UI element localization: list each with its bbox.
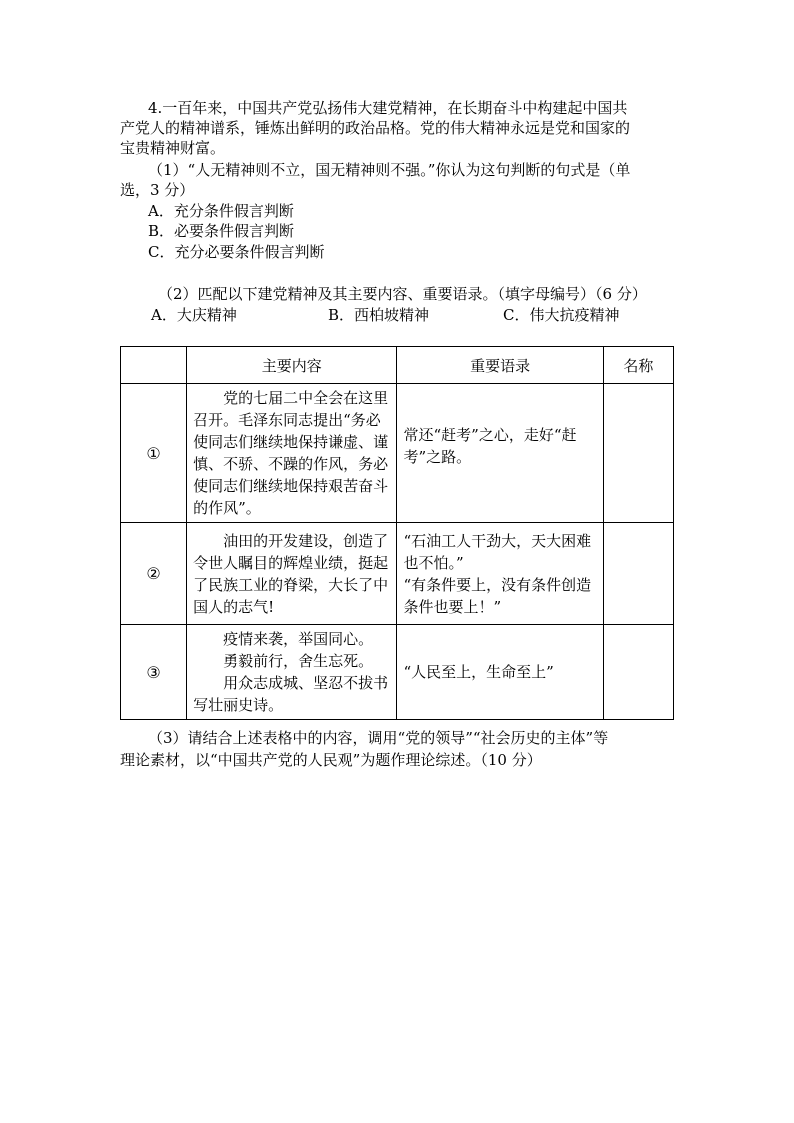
spirit-matching-table xyxy=(120,346,674,720)
part2-option-b: B．西柏坡精神 xyxy=(328,306,430,324)
content-text: 勇毅前行，舍生忘死。 xyxy=(223,652,374,670)
row-name-answer-cell[interactable] xyxy=(603,384,673,523)
row-key-quotes xyxy=(397,384,603,523)
part2-option-c: C．伟大抗疫精神 xyxy=(503,306,620,324)
question-intro-line-3: 宝贵精神财富。 xyxy=(120,139,226,157)
part2-option-a: A．大庆精神 xyxy=(151,306,237,324)
quote-text: 常还“赶考”之心，走好“赶考”之路。 xyxy=(403,426,577,466)
part1-prompt-line-1: （1）“人无精神则不立，国无精神则不强。”你认为这句判断的句式是（单 xyxy=(148,161,631,179)
quote-text: “有条件要上，没有条件创造条件也要上！” xyxy=(403,575,592,616)
part2-prompt: （2）匹配以下建党精神及其主要内容、重要语录。（填字母编号）（6 分） xyxy=(158,285,647,303)
content-text: 用众志成城、坚忍不拔书写壮丽史诗。 xyxy=(193,674,389,714)
content-text: 党的七届二中全会在这里召开。毛泽东同志提出“务必使同志们继续地保持谦虚、谨慎、不骄、不躁的作风，务必使同志们继续地保持艰苦奋斗的作风”。 xyxy=(193,389,389,517)
part3-prompt-line-2: 理论素材，以“中国共产党的人民观”为题作理论综述。（10 分） xyxy=(120,751,542,769)
row-name-answer-cell[interactable] xyxy=(603,523,673,625)
row-key-quotes xyxy=(397,523,603,625)
quote-text: “人民至上，生命至上” xyxy=(403,663,554,681)
header-name: 名称 xyxy=(603,347,673,384)
part1-prompt-line-2: 选，3 分） xyxy=(120,181,195,199)
row-name-answer-cell[interactable] xyxy=(603,625,673,720)
row-number: ② xyxy=(121,523,187,625)
row-number: ③ xyxy=(121,625,187,720)
part1-option-c: C．充分必要条件假言判断 xyxy=(148,243,325,261)
header-main-content: 主要内容 xyxy=(187,347,397,384)
row-main-content xyxy=(187,523,397,625)
table-row xyxy=(121,625,674,720)
part1-option-b: B．必要条件假言判断 xyxy=(148,222,295,240)
row-number: ① xyxy=(121,384,187,523)
table-row xyxy=(121,384,674,523)
row-key-quotes xyxy=(397,625,603,720)
header-key-quotes: 重要语录 xyxy=(397,347,603,384)
table-header-row xyxy=(121,347,674,384)
part1-option-a: A．充分条件假言判断 xyxy=(148,202,294,220)
quote-text: “石油工人干劲大，天大困难也不怕。” xyxy=(403,531,592,572)
question-intro-line-2: 产党人的精神谱系，锤炼出鲜明的政治品格。党的伟大精神永远是党和国家的 xyxy=(120,119,631,137)
table-row xyxy=(121,523,674,625)
row-main-content xyxy=(187,384,397,523)
header-number xyxy=(121,347,187,384)
row-main-content xyxy=(187,625,397,720)
content-text: 油田的开发建设，创造了令世人瞩目的辉煌业绩，挺起了民族工业的脊梁，大长了中国人的志气! xyxy=(193,531,389,616)
content-text: 疫情来袭，举国同心。 xyxy=(223,630,374,648)
part3-prompt-line-1: （3）请结合上述表格中的内容，调用“党的领导”“社会历史的主体”等 xyxy=(148,729,609,747)
question-intro-line-1: 4.一百年来，中国共产党弘扬伟大建党精神，在长期奋斗中构建起中国共 xyxy=(148,99,628,117)
